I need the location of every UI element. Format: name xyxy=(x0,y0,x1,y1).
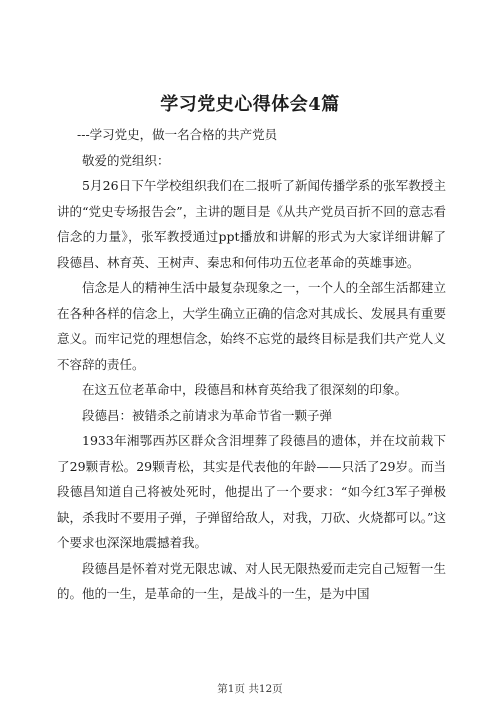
page-number-footer: 第1页 共12页 xyxy=(217,683,283,695)
paragraph-duan-life: 段德昌是怀着对党无限忠诚、对人民无限热爱而走完自己短暂一生的。他的一生，是革命的一生，是战斗的一生，是为中国 xyxy=(57,560,446,601)
paragraph-duan-story: 1933年湘鄂西苏区群众含泪埋葬了段德昌的遗体，并在坟前栽下了29颗青松。29颗青松，其实是代表他的年龄——只活了29岁。而当段德昌知道自己将被处死时，他提出了一个要求：“如今红3军子弹极缺，杀我时不要用子弹，子弹留给敌人，对我，刀砍、火烧都可以。”这个要求也深深地震撼着我。 xyxy=(57,433,446,550)
document-title: 学习党史心得体会4篇 xyxy=(160,94,340,115)
section-heading-duan-dechang: 段德昌：被错杀之前请求为革命节省一颗子弹 xyxy=(82,407,333,423)
paragraph-impression: 在这五位老革命中，段德昌和林育英给我了很深刻的印象。 xyxy=(82,382,408,397)
document-subtitle: ---学习党史，做一名合格的共产党员 xyxy=(77,127,278,142)
paragraph-salutation: 敬爱的党组织： xyxy=(82,152,170,168)
document-body xyxy=(57,122,446,607)
paragraph-belief: 信念是人的精神生活中最复杂现象之一，一个人的全部生活都建立在各种各样的信念上，大学生确立正确的信念对其成长、发展具有重要意义。而牢记党的理想信念，始终不忘党的最终目标是我们共产党人义不容辞的责任。 xyxy=(57,280,446,372)
paragraph-report-meeting: 5月26日下午学校组织我们在二报听了新闻传播学系的张军教授主讲的“党史专场报告会”，主讲的题目是《从共产党员百折不回的意志看信念的力量》，张军教授通过ppt播放和讲解的形式为大家详细讲解了段德昌、林育英、王树声、秦忠和何伟功五位老革命的英雄事迹。 xyxy=(57,178,446,270)
